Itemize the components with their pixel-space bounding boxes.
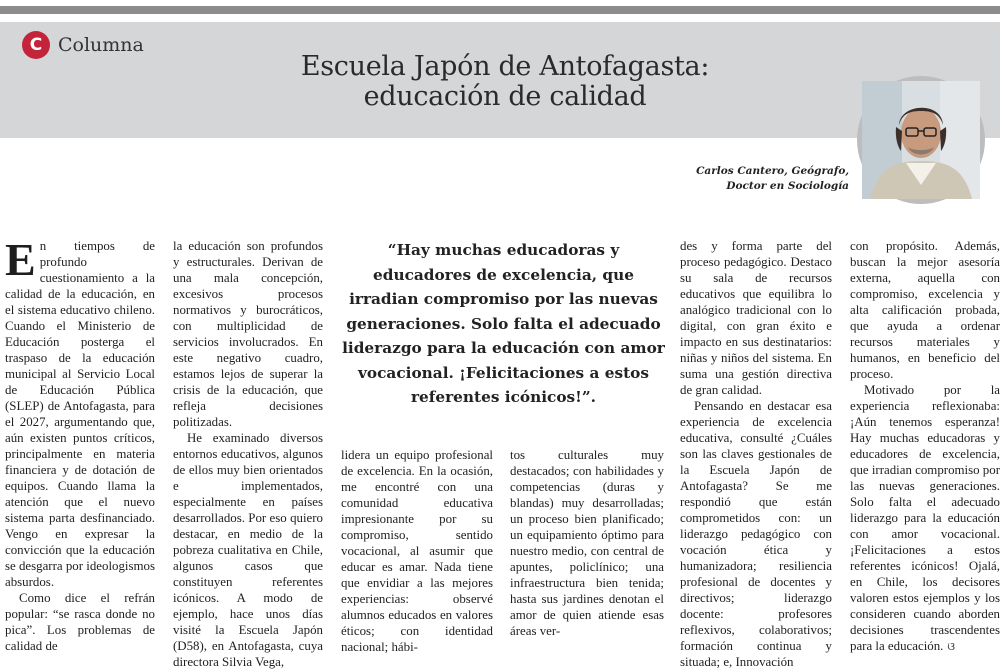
article-title-line1: Escuela Japón de Antofagasta: — [300, 51, 710, 82]
body-column-6 — [850, 238, 1000, 653]
body-text: Motivado por la experiencia reflexionaba: ¡Aún tenemos esperanza! Hay muchas educadoras y educadores de excelencia, que irradian compromiso por las nuevas generaciones. Solo falta el adecuado liderazgo para la educación con amor vocacional. ¡Felicitaciones a estos referentes icónicos! Ojalá, en Chile, los decisores valoren estos ejemplos y los consideren cuando aborden decisiones trascendentes para la educación. — [850, 383, 1000, 653]
body-text: n tiempos de profundo cuestionamiento a la calidad de la educación, en el sistema educativo chileno. Cuando el Ministerio de Educación posterga el traspaso de la educación municipal al Servicio Local de Educación Pública (SLEP) de Antofagasta, para el 2027, argumentando que, aún existen puntos críticos, principalmente en materia financiera y de dotación de equipos. Cuando llama la atención que el nuevo sistema parta desfinanciado. Vengo en expresar la convicción que la educación se desgarra por ideologismos absurdos. — [5, 239, 155, 589]
article-title-line2: educación de calidad — [363, 81, 647, 112]
author-photo — [857, 76, 985, 204]
body-paragraph: la educación son profundos y estructurales. Derivan de una mala concepción, excesivos procesos normativos y burocráticos, con multiplicidad de servicios involucrados. En este negativo cuadro, estamos lejos de superar la crisis de la educación, que refleja decisiones politizadas. — [173, 239, 323, 429]
section-label: Columna — [58, 34, 144, 56]
body-paragraph: lidera un equipo profesional de excelencia. En la ocasión, me encontré con una comunidad educativa impresionante por su compromiso, sentido vocacional, al asumir que educar es amar. Nada tiene que envidiar a las mejores experiencias: observé alumnos educados en valores éticos; con identidad nacional; hábi- — [341, 448, 493, 654]
author-credential: Doctor en Sociología — [726, 180, 849, 192]
body-paragraph: Como dice el refrán popular: “se rasca donde no pica”. Los problemas de calidad de — [5, 591, 155, 653]
body-paragraph — [5, 234, 155, 590]
body-paragraph: tos culturales muy destacados; con habilidades y competencias (duras y blandas) muy desarrolladas; un proceso bien planificado; un equipamiento óptimo para nuestro medio, con central de apuntes, policlínico; una infraestructura bien tenida; hasta sus jardines denotan el amor de quien atiende esas áreas ver- — [510, 448, 664, 638]
author-byline — [640, 164, 849, 194]
end-mark-icon: ଓ — [947, 640, 955, 653]
body-column-2 — [173, 238, 323, 669]
body-paragraph: He examinado diversos entornos educativos, algunos de ellos muy bien orientados e implementados, especialmente en países desarrollados. Por eso quiero destacar, en medio de la pobreza cualitativa en Chile, algunos casos que constituyen referentes icónicos. A modo de ejemplo, hace unos días visité la Escuela Japón (D58), en Antofagasta, cuya directora Silvia Vega, — [173, 431, 323, 669]
body-column-1 — [5, 234, 155, 653]
body-column-4 — [510, 447, 664, 638]
section-badge-icon: C — [22, 31, 50, 59]
body-paragraph: des y forma parte del proceso pedagógico. Destaco su sala de recursos educativos que equilibra lo analógico tradicional con lo digital, con gran éxito e impacto en sus destinatarios: niñas y niños del sistema. En suma una gestión directiva de gran calidad. — [680, 239, 832, 397]
pull-quote: “Hay muchas educadoras y educadores de excelencia, que irradian compromiso por las nuevas generaciones. Solo falta el adecuado liderazgo para la educación con amor vocacional. ¡Felicitaciones a estos referentes icónicos!”. — [342, 241, 665, 406]
body-paragraph: Pensando en destacar esa experiencia de excelencia educativa, consulté ¿Cuáles son las claves gestionales de la Escuela Japón de Antofagasta? Se me respondió que están comprometidos con: un liderazgo pedagógico con vocación ética y humanizadora; resiliencia profesional de docentes y directivos; liderazgo docente: profesores reflexivos, colaborativos; formación continua y situada; e, Innovación — [680, 399, 832, 669]
body-column-3 — [341, 447, 493, 654]
top-bar — [0, 6, 1000, 14]
body-paragraph: con propósito. Además, buscan la mejor asesoría externa, aquella con compromiso, excelencia y alta calificación probada, que ayuda a ordenar recursos materiales y humanos, en beneficio del proceso. — [850, 239, 1000, 381]
top-rule — [0, 0, 1000, 14]
section-tag — [22, 31, 144, 59]
body-paragraph — [850, 382, 1000, 655]
author-name: Carlos Cantero, Geógrafo, — [696, 165, 849, 177]
body-column-5 — [680, 238, 832, 669]
article-title — [230, 52, 780, 112]
drop-cap: E — [5, 234, 36, 285]
author-portrait-image — [862, 81, 980, 199]
